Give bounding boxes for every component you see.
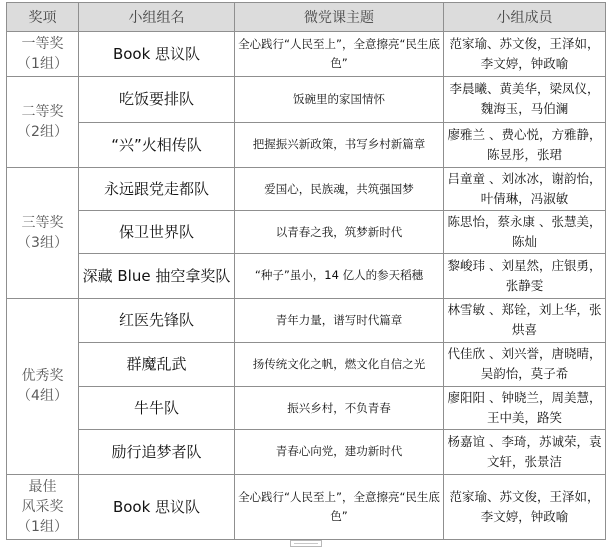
header-topic: 微党课主题 [235,3,444,32]
group-name: “兴”火相传队 [79,122,235,167]
table-row [7,77,606,122]
header-award: 奖项 [7,3,79,32]
members: 范家瑜、苏文俊，王泽如，李文婷，钟政喻 [444,32,606,77]
award-cell: 最佳 风采奖 （1组） [7,474,79,539]
table-resize-handle-icon [290,540,322,547]
table-row [7,254,606,298]
table-row [7,167,606,210]
award-cell: 二等奖 （2组） [7,77,79,168]
group-name: 保卫世界队 [79,211,235,254]
group-name: 永远跟党走都队 [79,167,235,210]
topic: 青春心向党，建功新时代 [235,430,444,474]
group-name: 群魔乱武 [79,342,235,386]
topic: 全心践行“人民至上”，全意擦亮“民生底色” [235,32,444,77]
members: 廖雅兰 、费心悦，方雅静，陈昱彤，张珺 [444,122,606,167]
group-name: Book 思议队 [79,474,235,539]
topic: 饭碗里的家国情怀 [235,77,444,122]
group-name: 励行追梦者队 [79,430,235,474]
group-name: 牛牛队 [79,387,235,430]
members: 李晨曦、黄美华，梁凤仪，魏海玉，马伯澜 [444,77,606,122]
members: 代佳欣 、刘兴誉，唐晓晴，吴韵怡，莫子希 [444,342,606,386]
topic: 振兴乡村，不负青春 [235,387,444,430]
table-row [7,474,606,539]
award-cell: 一等奖 （1组） [7,32,79,77]
topic: 以青春之我，筑梦新时代 [235,211,444,254]
members: 廖阳阳 、钟晓兰，周美慧，王中美，路笑 [444,387,606,430]
award-cell: 三等奖 （3组） [7,167,79,298]
topic: 爱国心，民族魂，共筑强国梦 [235,167,444,210]
members: 陈思怡，蔡永康 、张慧美，陈灿 [444,211,606,254]
table-row [7,342,606,386]
header-row [7,3,606,32]
table-row [7,387,606,430]
table-row [7,32,606,77]
group-name: 红医先锋队 [79,298,235,342]
topic: 全心践行“人民至上”，全意擦亮“民生底色” [235,474,444,539]
group-name: Book 思议队 [79,32,235,77]
award-cell: 优秀奖 （4组） [7,298,79,474]
members: 吕童童 、刘冰冰，谢韵怡，叶倩琳，冯淑敏 [444,167,606,210]
header-group-name: 小组组名 [79,3,235,32]
group-name: 吃饭要排队 [79,77,235,122]
table-row [7,122,606,167]
members: 杨嘉谊 、李琦，苏诚荣，袁文轩，张景洁 [444,430,606,474]
members: 范家瑜、苏文俊，王泽如，李文婷，钟政喻 [444,474,606,539]
members: 黎峻玮 、刘星然，庄银勇，张静雯 [444,254,606,298]
header-members: 小组成员 [444,3,606,32]
topic: 青年力量，谱写时代篇章 [235,298,444,342]
table-row [7,298,606,342]
table-row [7,211,606,254]
award-table [6,2,606,540]
topic: 扬传统文化之帆，燃文化自信之光 [235,342,444,386]
topic: “种子”虽小，14 亿人的参天稻穗 [235,254,444,298]
group-name: 深藏 Blue 抽空拿奖队 [79,254,235,298]
table-row [7,430,606,474]
topic: 把握振兴新政策，书写乡村新篇章 [235,122,444,167]
members: 林雪敏 、郑铨，刘上华，张烘喜 [444,298,606,342]
